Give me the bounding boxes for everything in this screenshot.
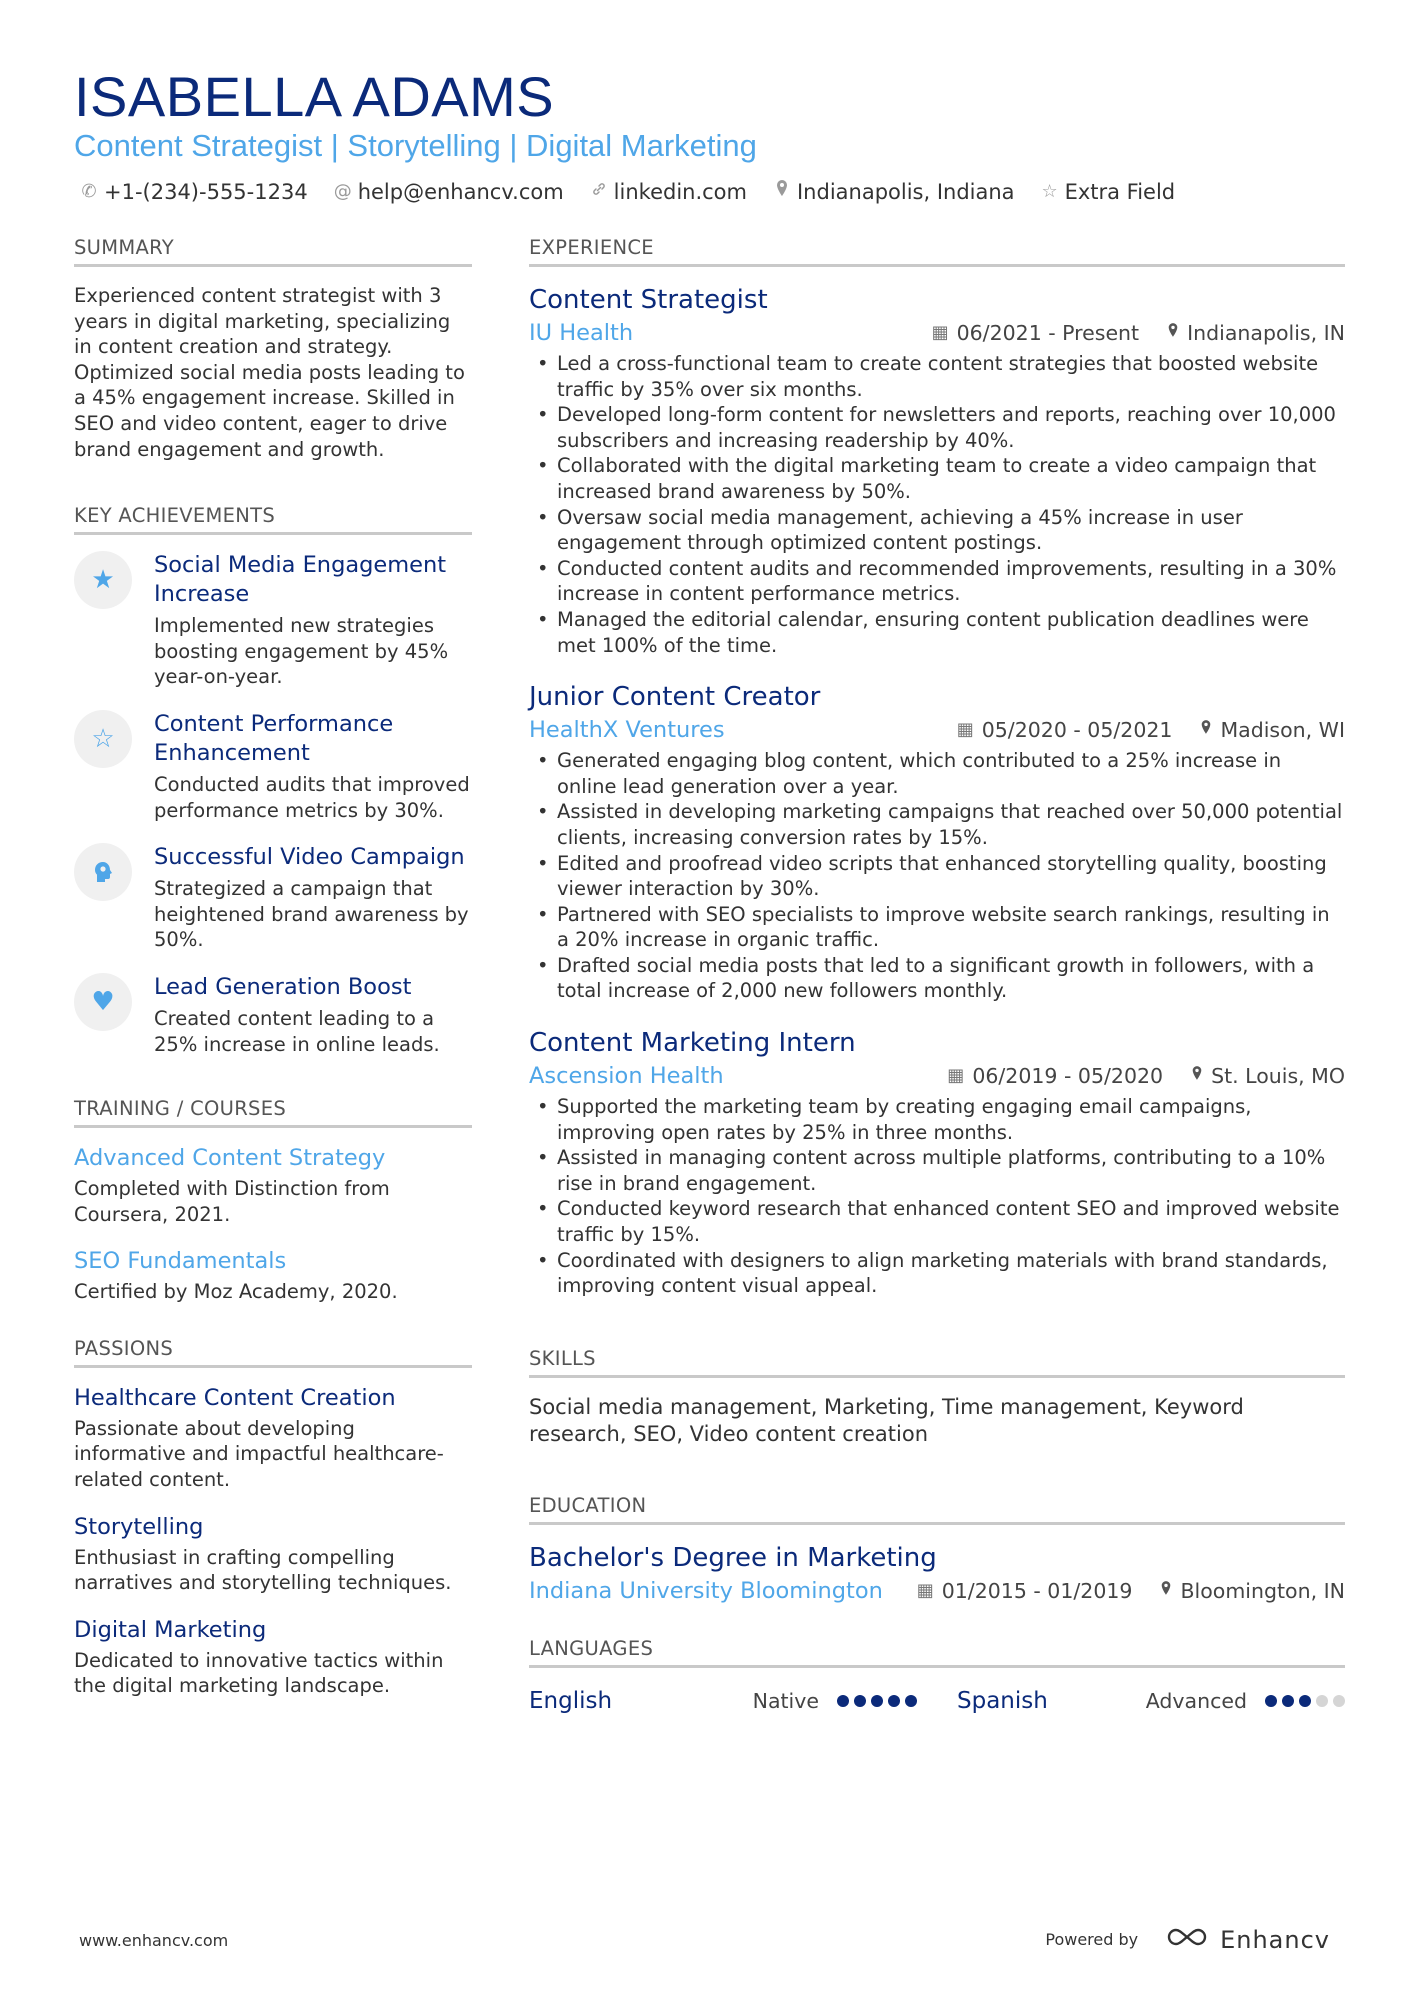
contact-location-text: Indianapolis, Indiana: [796, 180, 1015, 204]
job-bullet: • Assisted in developing marketing campaigns that reached over 50,000 potential clients, increasing conversion rates by 15%.: [529, 799, 1345, 850]
skills-text: Social media management, Marketing, Time management, Keyword research, SEO, Video content creation: [529, 1394, 1244, 1446]
summary-text: Experienced content strategist with 3 years in digital marketing, specializing in content creation and strategy. Optimized social media posts leading to a 45% engagement increase. Skilled in SEO and video content, eager to drive brand engagement and growth.: [74, 284, 465, 461]
contact-extra: [1041, 176, 1176, 208]
achievement-item: [74, 551, 472, 690]
achievement-desc: Created content leading to a 25% increase in online leads.: [154, 1006, 440, 1056]
job-bullets: [529, 1094, 1345, 1299]
rating-dot: [1265, 1695, 1277, 1707]
location-icon: [1200, 714, 1212, 746]
experience-heading: EXPERIENCE: [529, 236, 1345, 267]
job-bullet: • Oversaw social media management, achieving a 45% increase in user engagement through optimized content postings.: [529, 505, 1345, 556]
job-bullet: • Developed long-form content for newsletters and reports, reaching over 10,000 subscribers and increasing readership by 40%.: [529, 402, 1345, 453]
job-dates: 06/2019 - 05/2020: [972, 1064, 1164, 1089]
job-title: Content Marketing Intern: [529, 1028, 856, 1059]
education-dates: 01/2015 - 01/2019: [941, 1578, 1133, 1603]
job-title: Content Strategist: [529, 285, 768, 315]
link-icon: [590, 176, 608, 208]
training-list: [74, 1144, 472, 1305]
contact-extra-text: Extra Field: [1064, 180, 1176, 204]
language-item: [529, 1684, 917, 1718]
passions-list: [74, 1384, 472, 1699]
education-heading: EDUCATION: [529, 1494, 1345, 1525]
job-entry: [529, 680, 1345, 1004]
rating-dot: [854, 1695, 866, 1707]
language-name: Spanish: [957, 1687, 1048, 1714]
brand-name: Enhancv: [1220, 1926, 1330, 1954]
heart-icon: ♥: [74, 973, 132, 1031]
rating-dot: [1316, 1695, 1328, 1707]
right-column: [529, 236, 1345, 1718]
star-outline-icon: ☆: [74, 710, 132, 768]
contact-linkedin[interactable]: [590, 176, 747, 208]
job-bullets: [529, 351, 1345, 658]
education-entry: [529, 1541, 1345, 1607]
training-heading: TRAINING / COURSES: [74, 1097, 472, 1128]
rating-dot: [905, 1695, 917, 1707]
rating-dot: [888, 1695, 900, 1707]
job-entry: [529, 1026, 1345, 1299]
location-icon: [773, 176, 791, 208]
achievement-desc: Strategized a campaign that heightened brand awareness by 50%.: [154, 877, 469, 952]
achievement-title: Successful Video Campaign: [154, 844, 465, 871]
job-location: Madison, WI: [1220, 718, 1345, 743]
star-filled-icon: ★: [74, 551, 132, 609]
language-level: Native: [752, 1688, 819, 1713]
job-bullet: • Conducted content audits and recommended improvements, resulting in a 30% increase in content performance metrics.: [529, 556, 1345, 607]
job-location: Indianapolis, IN: [1187, 321, 1345, 345]
education-location: Bloomington, IN: [1180, 1578, 1345, 1603]
achievement-item: [74, 843, 472, 953]
language-rating: [837, 1695, 917, 1707]
job-bullet: • Managed the editorial calendar, ensuring content publication deadlines were met 100% of the time.: [529, 607, 1345, 658]
rating-dot: [1299, 1695, 1311, 1707]
job-bullet: • Conducted keyword research that enhanced content SEO and improved website traffic by 15%.: [529, 1196, 1345, 1247]
contact-email[interactable]: [334, 176, 564, 208]
job-bullet: • Collaborated with the digital marketing team to create a video campaign that increased brand awareness by 50%.: [529, 453, 1345, 504]
achievement-desc: Implemented new strategies boosting engagement by 45% year-on-year.: [154, 614, 449, 689]
head-icon: [74, 843, 132, 901]
achievement-title: Social Media Engagement Increase: [154, 552, 447, 608]
contact-location: [773, 176, 1015, 208]
location-icon: [1160, 1575, 1172, 1607]
language-level: Advanced: [1145, 1688, 1247, 1713]
job-bullet: • Assisted in managing content across multiple platforms, contributing to a 10% rise in brand engagement.: [529, 1145, 1345, 1196]
job-title: Junior Content Creator: [529, 682, 821, 713]
passion-title: Healthcare Content Creation: [74, 1384, 396, 1411]
job-bullet: • Led a cross-functional team to create content strategies that boosted website traffic by 35% over six months.: [529, 351, 1345, 402]
location-icon: [1191, 1060, 1203, 1092]
passion-title: Digital Marketing: [74, 1616, 267, 1643]
contact-linkedin-text: linkedin.com: [613, 180, 747, 204]
candidate-name: ISABELLA ADAMS: [74, 65, 555, 128]
course-desc: Completed with Distinction from Coursera, 2021.: [74, 1177, 390, 1226]
powered-by-label: Powered by: [1045, 1930, 1139, 1949]
course-title: SEO Fundamentals: [74, 1248, 287, 1275]
contact-email-text: help@enhancv.com: [357, 180, 564, 204]
rating-dot: [837, 1695, 849, 1707]
job-dates: 06/2021 - Present: [956, 321, 1140, 345]
calendar-icon: ▦: [956, 719, 974, 741]
contact-phone-text: +1-(234)-555-1234: [104, 180, 308, 204]
achievements-heading: KEY ACHIEVEMENTS: [74, 504, 472, 535]
rating-dot: [871, 1695, 883, 1707]
job-company: IU Health: [529, 320, 634, 346]
job-entry: [529, 283, 1345, 658]
calendar-icon: ▦: [916, 1579, 934, 1601]
rating-dot: [1333, 1695, 1345, 1707]
infinity-icon: [1164, 1922, 1210, 1958]
achievement-desc: Conducted audits that improved performance metrics by 30%.: [154, 772, 470, 822]
achievement-item: [74, 973, 472, 1057]
job-location: St. Louis, MO: [1211, 1064, 1345, 1089]
course-desc: Certified by Moz Academy, 2020.: [74, 1280, 398, 1304]
passion-desc: Enthusiast in crafting compelling narratives and storytelling techniques.: [74, 1545, 452, 1595]
brand-logo[interactable]: [1164, 1922, 1330, 1958]
job-dates: 05/2020 - 05/2021: [981, 718, 1173, 743]
job-bullets: [529, 748, 1345, 1004]
language-name: English: [529, 1687, 613, 1714]
achievement-item: [74, 710, 472, 823]
star-icon: ☆: [1041, 181, 1058, 202]
contact-bar: [80, 176, 1175, 208]
degree-title: Bachelor's Degree in Marketing: [529, 1542, 937, 1573]
school-name: Indiana University Bloomington: [529, 1577, 883, 1604]
passion-desc: Dedicated to innovative tactics within the digital marketing landscape.: [74, 1648, 444, 1698]
languages-list: [529, 1684, 1345, 1718]
calendar-icon: ▦: [947, 1065, 965, 1087]
job-company: HealthX Ventures: [529, 717, 725, 744]
job-company: Ascension Health: [529, 1063, 724, 1090]
job-bullet: • Edited and proofread video scripts that enhanced storytelling quality, boosting viewer interaction by 30%.: [529, 851, 1345, 902]
language-rating: [1265, 1695, 1345, 1707]
job-bullet: • Coordinated with designers to align marketing materials with brand standards, improving content visual appeal.: [529, 1248, 1345, 1299]
achievement-title: Content Performance Enhancement: [154, 710, 394, 766]
language-item: [957, 1684, 1345, 1718]
job-bullet: • Drafted social media posts that led to a significant growth in followers, with a total increase of 2,000 new followers monthly.: [529, 953, 1345, 1004]
contact-phone[interactable]: [80, 176, 308, 208]
location-icon: [1167, 317, 1179, 349]
passions-heading: PASSIONS: [74, 1337, 472, 1368]
skills-heading: SKILLS: [529, 1347, 1345, 1378]
languages-heading: LANGUAGES: [529, 1637, 1345, 1668]
phone-icon: ✆: [81, 181, 97, 202]
at-icon: @: [333, 181, 352, 202]
left-column: [74, 236, 472, 1719]
footer-branding: [1045, 1922, 1330, 1958]
passion-title: Storytelling: [74, 1513, 204, 1540]
job-bullet: • Supported the marketing team by creating engaging email campaigns, improving open rates by 25% in three months.: [529, 1094, 1345, 1145]
achievements-list: [74, 551, 472, 1057]
course-title: Advanced Content Strategy: [74, 1145, 386, 1172]
calendar-icon: ▦: [931, 322, 949, 343]
achievement-title: Lead Generation Boost: [154, 973, 412, 1000]
passion-desc: Passionate about developing informative and impactful healthcare-related content.: [74, 1416, 444, 1492]
job-bullet: • Partnered with SEO specialists to improve website search rankings, resulting in a 20% increase in organic traffic.: [529, 902, 1345, 953]
summary-heading: SUMMARY: [74, 236, 472, 267]
rating-dot: [1282, 1695, 1294, 1707]
candidate-tagline: Content Strategist | Storytelling | Digital Marketing: [74, 128, 757, 163]
job-bullet: • Generated engaging blog content, which contributed to a 25% increase in online lead generation over a year.: [529, 748, 1345, 799]
footer-site[interactable]: www.enhancv.com: [79, 1931, 229, 1950]
